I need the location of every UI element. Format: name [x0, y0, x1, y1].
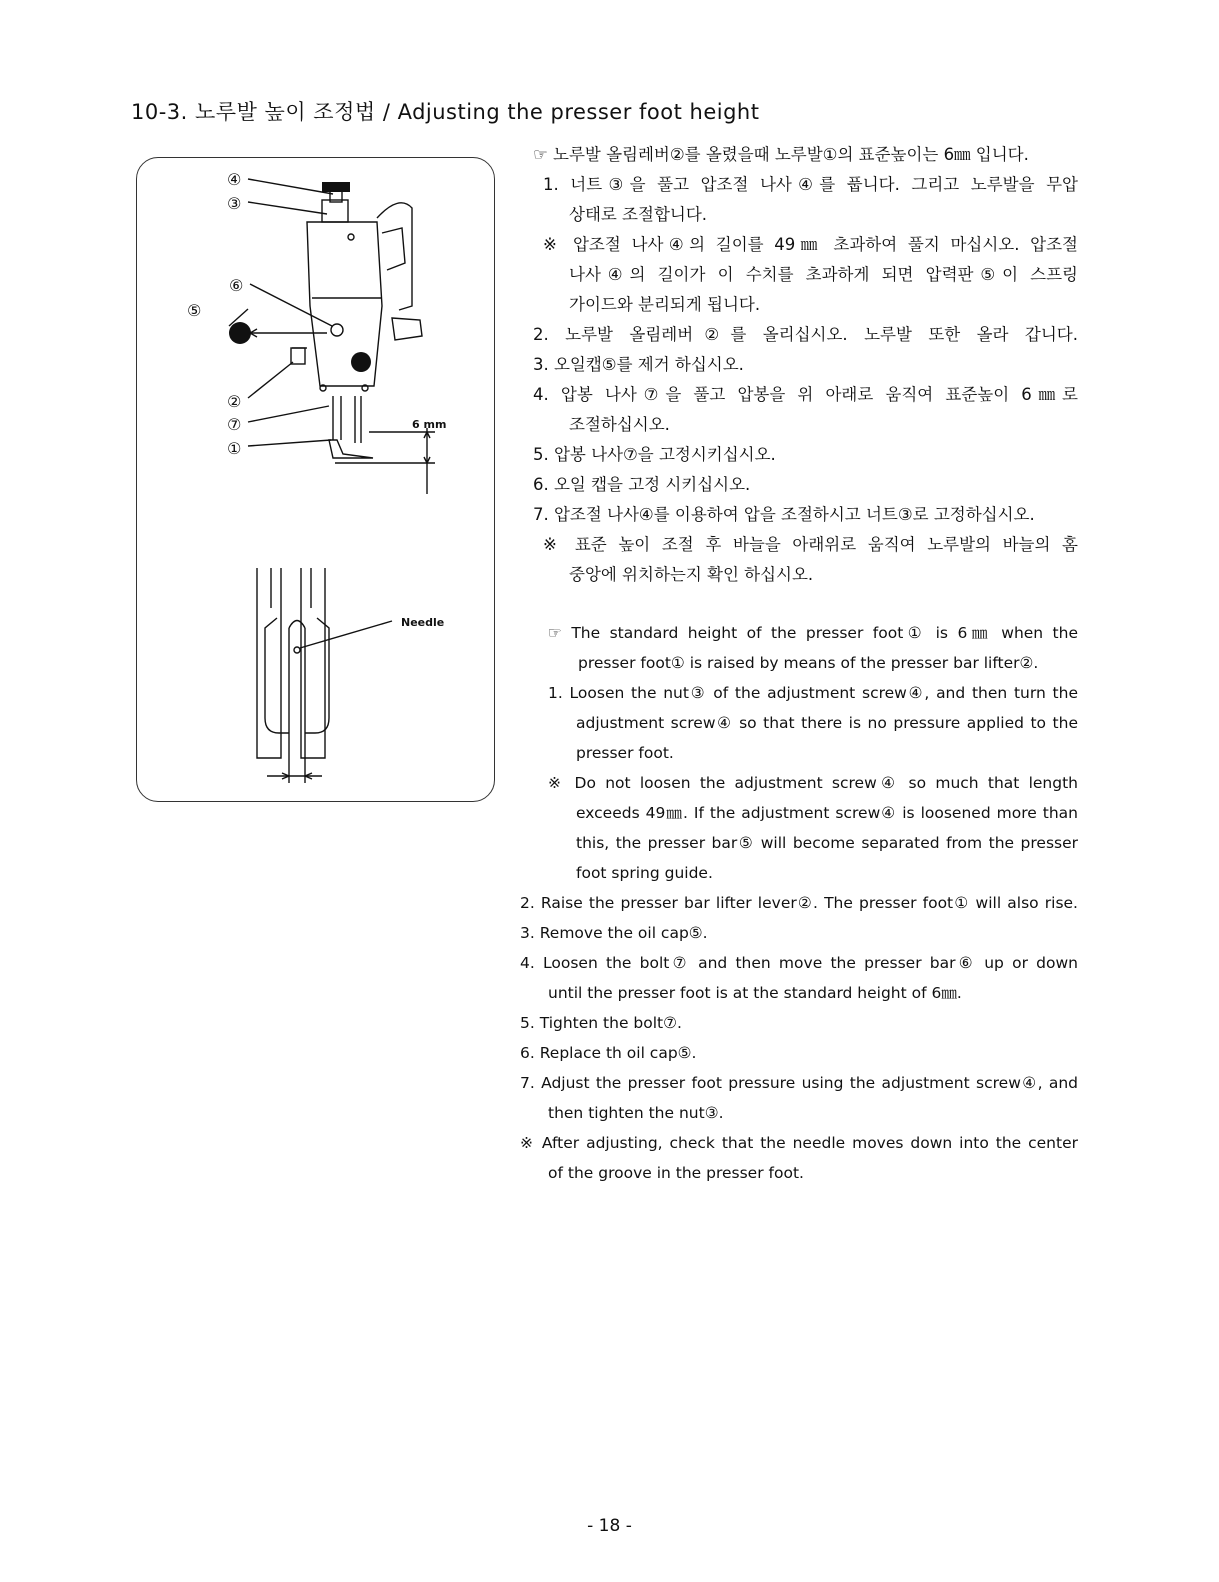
page-number: - 18 - — [587, 1516, 632, 1536]
korean-instructions — [533, 140, 1078, 590]
needle-label: Needle — [401, 616, 445, 629]
screw-6 — [331, 324, 343, 336]
kr-line: 가이드와 분리되게 됩니다. — [569, 295, 761, 314]
dimension-label: 6 mm — [412, 418, 447, 431]
kr-line: ☞ 노루발 올림레버②를 올렸을때 노루발①의 표준높이는 6㎜ 입니다. — [533, 145, 1029, 164]
en-line: 3. Remove the oil cap⑤. — [520, 924, 708, 942]
side-lever — [377, 203, 412, 310]
en-line: presser foot. — [576, 744, 674, 762]
side-bracket — [382, 228, 405, 270]
en-line: this, the presser bar⑤ will become separated from the presser — [576, 834, 1078, 852]
kr-line: 4. 압봉 나사⑦을 풀고 압봉을 위 아래로 움직여 표준높이 6㎜로 — [533, 385, 1078, 404]
side-knob — [392, 318, 422, 340]
callout-2: ② — [227, 392, 242, 411]
page-title: 10-3. 노루발 높이 조정법 / Adjusting the presser foot height — [131, 100, 760, 124]
en-line: then tighten the nut③. — [548, 1104, 724, 1122]
kr-line: 3. 오일캡⑤를 제거 하십시오. — [533, 355, 744, 374]
kr-line: 중앙에 위치하는지 확인 하십시오. — [569, 565, 814, 584]
kr-line: ※ 압조절 나사④의 길이를 49㎜ 초과하여 풀지 마십시오. 압조절 — [543, 235, 1078, 254]
presser-foot — [329, 440, 373, 458]
machine-diagram — [136, 157, 495, 802]
head-top-cap — [322, 200, 348, 222]
en-line: until the presser foot is at the standard height of 6㎜. — [548, 984, 962, 1002]
kr-line: 나사④의 길이가 이 수치를 초과하게 되면 압력판⑤이 스프링 — [569, 265, 1078, 284]
kr-line: ※ 표준 높이 조절 후 바늘을 아래위로 움직여 노루발의 바늘의 홈 — [543, 535, 1078, 554]
kr-line: 조절하십시오. — [569, 415, 670, 434]
oil-cap-5 — [229, 322, 251, 344]
en-line: adjustment screw④ so that there is no pressure applied to the — [576, 714, 1078, 732]
kr-line: 2. 노루발 올림레버②를 올리십시오. 노루발 또한 올라 갑니다. — [533, 325, 1078, 344]
en-line: of the groove in the presser foot. — [548, 1164, 804, 1182]
diagram-drawing — [137, 158, 496, 803]
en-line: exceeds 49㎜. If the adjustment screw④ is loosened more than — [576, 804, 1078, 822]
en-line: 6. Replace th oil cap⑤. — [520, 1044, 697, 1062]
en-line: ※ Do not loosen the adjustment screw④ so much that length — [548, 774, 1078, 792]
callout-7: ⑦ — [227, 415, 242, 434]
needle-point — [294, 647, 300, 653]
en-line: presser foot① is raised by means of the presser bar lifter②. — [578, 654, 1039, 672]
callout-6: ⑥ — [229, 276, 244, 295]
en-line: 1. Loosen the nut③ of the adjustment screw④, and then turn the — [548, 684, 1078, 702]
callout-4: ④ — [227, 170, 242, 189]
english-instructions — [520, 618, 1078, 1188]
en-line: ☞ The standard height of the presser foot① is 6㎜ when the — [548, 624, 1078, 642]
en-line: 4. Loosen the bolt⑦ and then move the presser bar⑥ up or down — [520, 954, 1078, 972]
kr-line: 7. 압조절 나사④를 이용하여 압을 조절하시고 너트③로 고정하십시오. — [533, 505, 1035, 524]
kr-line: 5. 압봉 나사⑦을 고정시키십시오. — [533, 445, 776, 464]
kr-line: 1. 너트③을 풀고 압조절 나사④를 풉니다. 그리고 노루발을 무압 — [543, 175, 1078, 194]
en-line: 2. Raise the presser bar lifter lever②. The presser foot① will also rise. — [520, 894, 1078, 912]
kr-line: 상태로 조절합니다. — [569, 205, 708, 224]
en-line: 7. Adjust the presser foot pressure using the adjustment screw④, and — [520, 1074, 1078, 1092]
en-line: foot spring guide. — [576, 864, 713, 882]
callout-5: ⑤ — [187, 301, 202, 320]
kr-line: 6. 오일 캡을 고정 시키십시오. — [533, 475, 751, 494]
callout-1: ① — [227, 439, 242, 458]
callout-3: ③ — [227, 194, 242, 213]
en-line: 5. Tighten the bolt⑦. — [520, 1014, 682, 1032]
en-line: ※ After adjusting, check that the needle moves down into the center — [520, 1134, 1078, 1152]
